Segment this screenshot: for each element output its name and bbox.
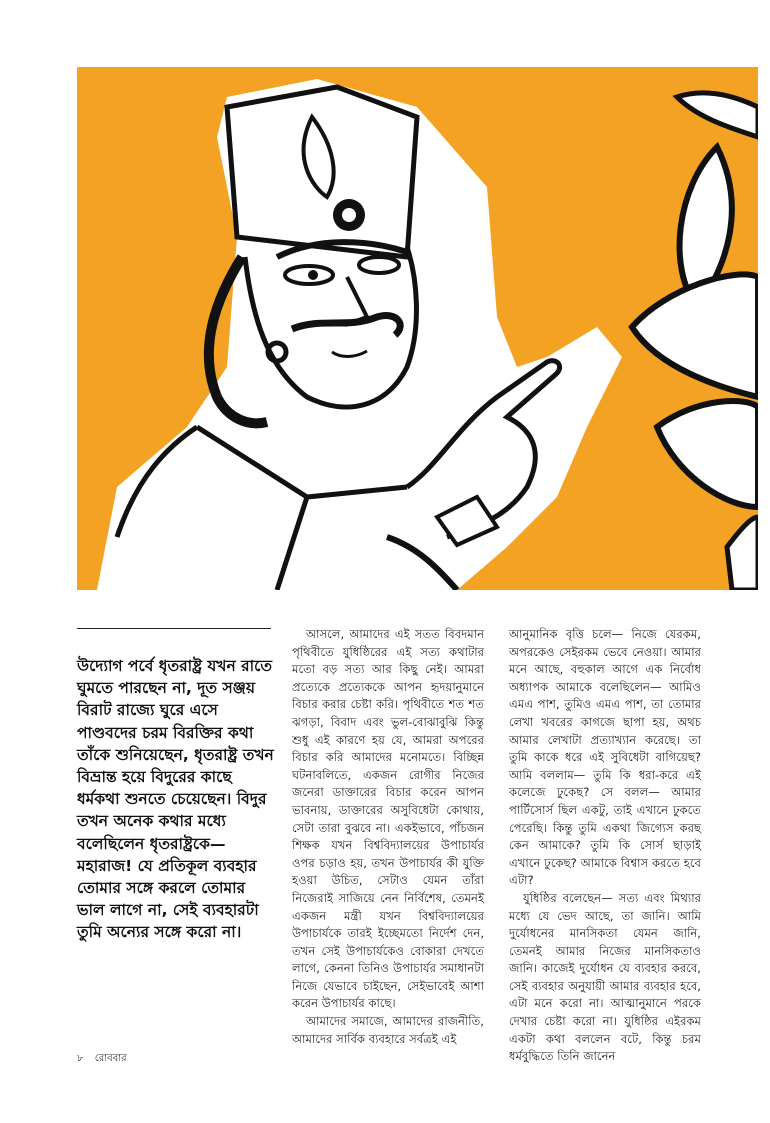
paragraph: যুধিষ্ঠির বলেছেন— সত্য এবং মিথ্যার মধ্যে যে ভেদ আছে, তা জানি। আমি দুর্যোধনের মানসিকতা যেমন জানি, তেমনই আমার নিজের মানসিকতাও জানি। কাজেই দুর্যোধন যে ব্যবহার করবে, সেই ব্যবহার অনুযায়ী আমার ব্যবহার হবে, এটা মনে করো না। আত্মানুমানে পরকে দেখার চেষ্টা করো না। যুধিষ্ঠির এইরকম একটা কথা বললেন বটে, কিন্তু চরম ধর্মবুদ্ধিতে তিনি জানেন xyxy=(509,890,701,1064)
page-number: ৮ xyxy=(77,1053,84,1064)
illustration-king-pointing xyxy=(77,67,758,590)
article-column-2 xyxy=(509,626,701,1066)
section-name: রোববার xyxy=(94,1053,127,1064)
paragraph: আনুমানিক বৃত্তি চলে— নিজে যেরকম, অপরকেও সেইরকম ভেবে নেওয়া। আমার মনে আছে, বহুকাল আগে এক নির্বোধ অধ্যাপক আমাকে বলেছিলেন— আমিও এমএ পাশ, তুমিও এমএ পাশ, তা তোমার লেখা খবরের কাগজে ছাপা হয়, অথচ আমার লেখাটা প্রত্যাখ্যান করেছে। তা তুমি কাকে ধরে এই সুবিধেটা বাগিয়েছ? আমি বললাম— তুমি কি ধরা-করে এই কলেজে ঢুকেছ? সে বলল— আমার পার্টিসোর্স ছিল একটু, তাই এখানে ঢুকতে পেরেছি। কিন্তু তুমি একথা জিগ্যেস করছ কেন আমাকে? তুমি কি সোর্স ছাড়াই এখানে ঢুকেছ? আমাকে বিশ্বাস করতে হবে এটা? xyxy=(509,627,701,888)
pullquote-top-rule xyxy=(77,628,271,629)
pull-quote: উদ্যোগ পর্বে ধৃতরাষ্ট্র যখন রাতে ঘুমতে পারছেন না, দূত সঞ্জয় বিরাট রাজ্যে ঘুরে এসে পাণ্ডবদের চরম বিরক্তির কথা তাঁকে শুনিয়েছেন, ধৃতরাষ্ট্র তখন বিভ্রান্ত হয়ে বিদুরের কাছে ধর্মকথা শুনতে চেয়েছেন। বিদুর তখন অনেক কথার মধ্যে বলেছিলেন ধৃতরাষ্ট্রকে— মহারাজ! যে প্রতিকূল ব্যবহার তোমার সঙ্গে করলে তোমার ভাল লাগে না, সেই ব্যবহারটা তুমি অন্যের সঙ্গে করো না। xyxy=(77,657,274,942)
paragraph: আমাদের সমাজে, আমাদের রাজনীতি, আমাদের সার্বিক ব্যবহারে সর্বত্রই এই xyxy=(292,1014,484,1046)
article-column-1 xyxy=(292,626,484,1048)
paragraph: আসলে, আমাদের এই সতত বিবদমান পৃথিবীতে যুধিষ্ঠিরের এই সত্য কথাটার মতো বড় সত্য আর কিছু নেই। আমরা প্রত্যেকে প্রত্যেককে আপন হৃদয়ানুমানে বিচার করার চেষ্টা করি। পৃথিবীতে শত শত ঝগড়া, বিবাদ এবং ভুল-বোঝাবুঝি কিন্তু শুধু এই কারণে হয় যে, আমরা অপরের বিচার করি আমাদের মনোমতে। বিচ্ছিন্ন ঘটনাবলিতে, একজন রোগীর নিজের জনেরা ডাক্তারের বিচার করেন আপন ভাবনায়, ডাক্তারের অসুবিধেটা কোথায়, সেটা তারা বুঝবে না। একইভাবে, পাঁচজন শিক্ষক যখন বিশ্ববিদ্যালয়ের উপাচার্যর ওপর চড়াও হয়, তখন উপাচার্যর কী যুক্তি হওয়া উচিত, সেটাও যেমন তাঁরা নিজেরাই সাজিয়ে নেন নির্বিশেষ, তেমনই একজন মন্ত্রী যখন বিশ্ববিদ্যালয়ের উপাচার্যকে তারই ইচ্ছেমতো নির্দেশ দেন, তখন সেই উপাচার্যকেও বোকারা দেখতে লাগে, কেননা তিনিও উপাচার্যর সমাধানটা নিজে যেভাবে চাইছেন, সেইভাবেই আশা করেন উপাচার্যর কাছে। xyxy=(292,627,484,1011)
page-footer xyxy=(77,1051,135,1068)
king-illustration-art xyxy=(77,67,758,590)
